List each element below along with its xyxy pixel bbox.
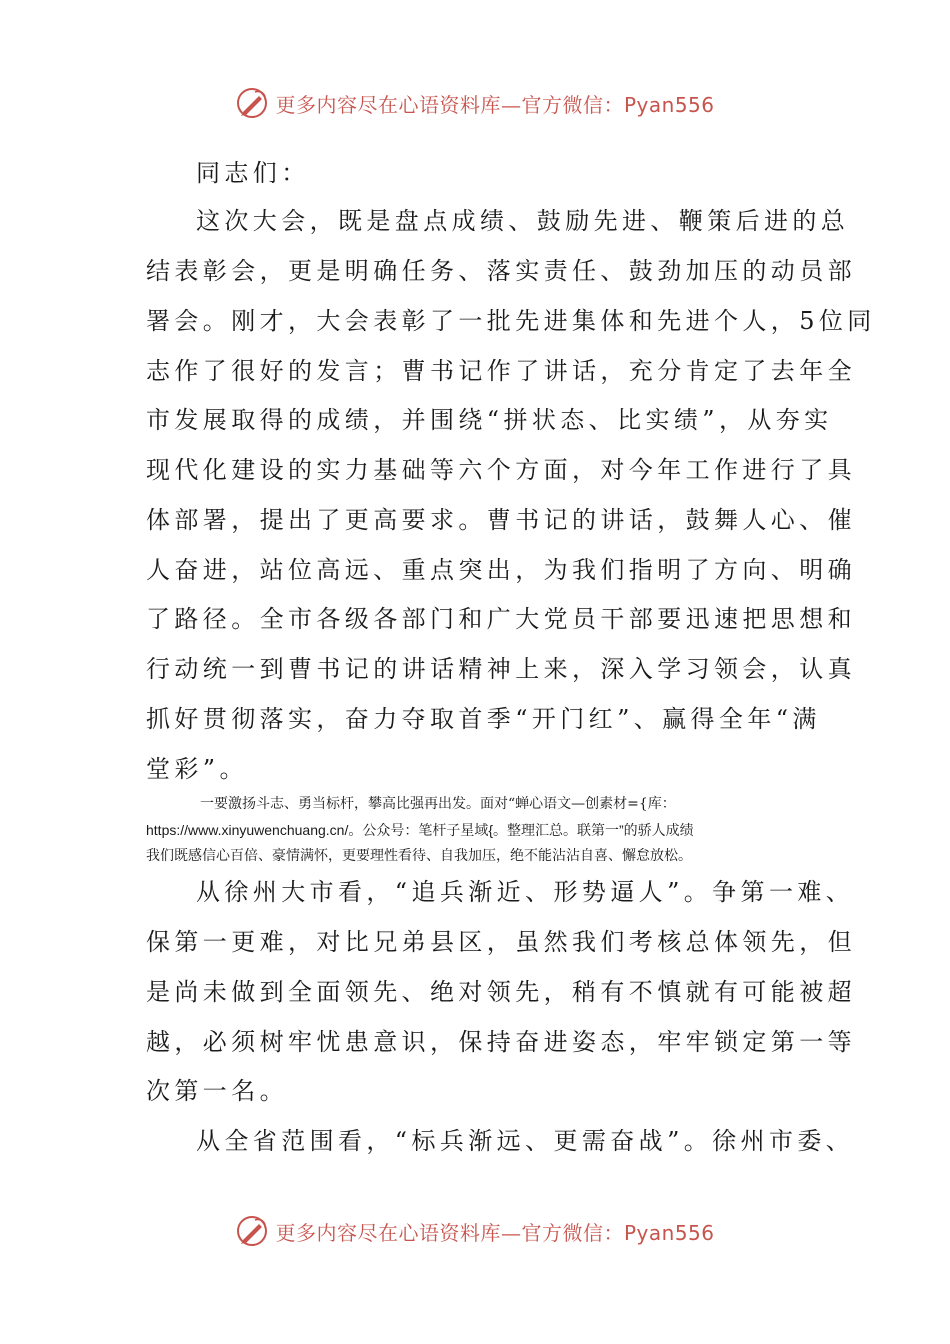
- para2-line: 次第一名。: [146, 1077, 288, 1105]
- para1-line: 署会。刚才，大会表彰了一批先进集体和先进个人，5位同: [146, 307, 876, 335]
- para2-line: 是尚未做到全面领先、绝对领先，稍有不慎就有可能被超: [146, 978, 856, 1006]
- salutation: 同志们：: [196, 159, 310, 187]
- footer-banner: [0, 1206, 950, 1256]
- para2-line: 从徐州大市看，“追兵渐近、形势逼人”。争第一难、: [196, 878, 855, 906]
- para1-line: 了路径。全市各级各部门和广大党员干部要迅速把思想和: [146, 605, 856, 633]
- para1-line: 市发展取得的成绩，并围绕“拼状态、比实绩”，从夯实: [146, 406, 833, 434]
- banner-label: 更多内容尽在心语资料库—官方微信：Pyan556: [275, 92, 715, 117]
- para1-line: 人奋进，站位高远、重点突出，为我们指明了方向、明确: [146, 556, 856, 584]
- small-note-line: 一要激扬斗志、勇当标杆，攀高比强再出发。面对“蝉心语文—创素材={库：: [200, 796, 676, 812]
- banner-label: 更多内容尽在心语资料库—官方微信：Pyan556: [275, 1220, 715, 1245]
- header-banner: [0, 78, 950, 128]
- para1-line: 行动统一到曹书记的讲话精神上来，深入学习领会，认真: [146, 655, 856, 683]
- para1-line: 志作了很好的发言；曹书记作了讲话，充分肯定了去年全: [146, 357, 856, 385]
- para1-line: 结表彰会，更是明确任务、落实责任、鼓劲加压的动员部: [146, 257, 856, 285]
- para3-line: 从全省范围看，“标兵渐远、更需奋战”。徐州市委、: [196, 1127, 855, 1155]
- small-note-line: https://www.xinyuwenchuang.cn/。公众号：笔杆子星域{。整理汇总。联第一”的骄人成绩: [146, 822, 694, 838]
- para2-line: 保第一更难，对比兄弟县区，虽然我们考核总体领先，但: [146, 928, 856, 956]
- para2-line: 越，必须树牢忧患意识，保持奋进姿态，牢牢锁定第一等: [146, 1028, 856, 1056]
- pen-logo-icon: [235, 1214, 269, 1248]
- small-note-line: 我们既感信心百倍、豪情满怀，更要理性看待、自我加压，绝不能沾沾自喜、懈怠放松。: [146, 848, 692, 864]
- para1-line: 这次大会，既是盘点成绩、鼓励先进、鞭策后进的总: [196, 207, 850, 235]
- para1-line: 现代化建设的实力基础等六个方面，对今年工作进行了具: [146, 456, 856, 484]
- para1-line: 堂彩”。: [146, 755, 248, 783]
- pen-logo-icon: [235, 86, 269, 120]
- para1-line: 体部署，提出了更高要求。曹书记的讲话，鼓舞人心、催: [146, 506, 856, 534]
- para1-line: 抓好贯彻落实，奋力夺取首季“开门红”、赢得全年“满: [146, 705, 821, 733]
